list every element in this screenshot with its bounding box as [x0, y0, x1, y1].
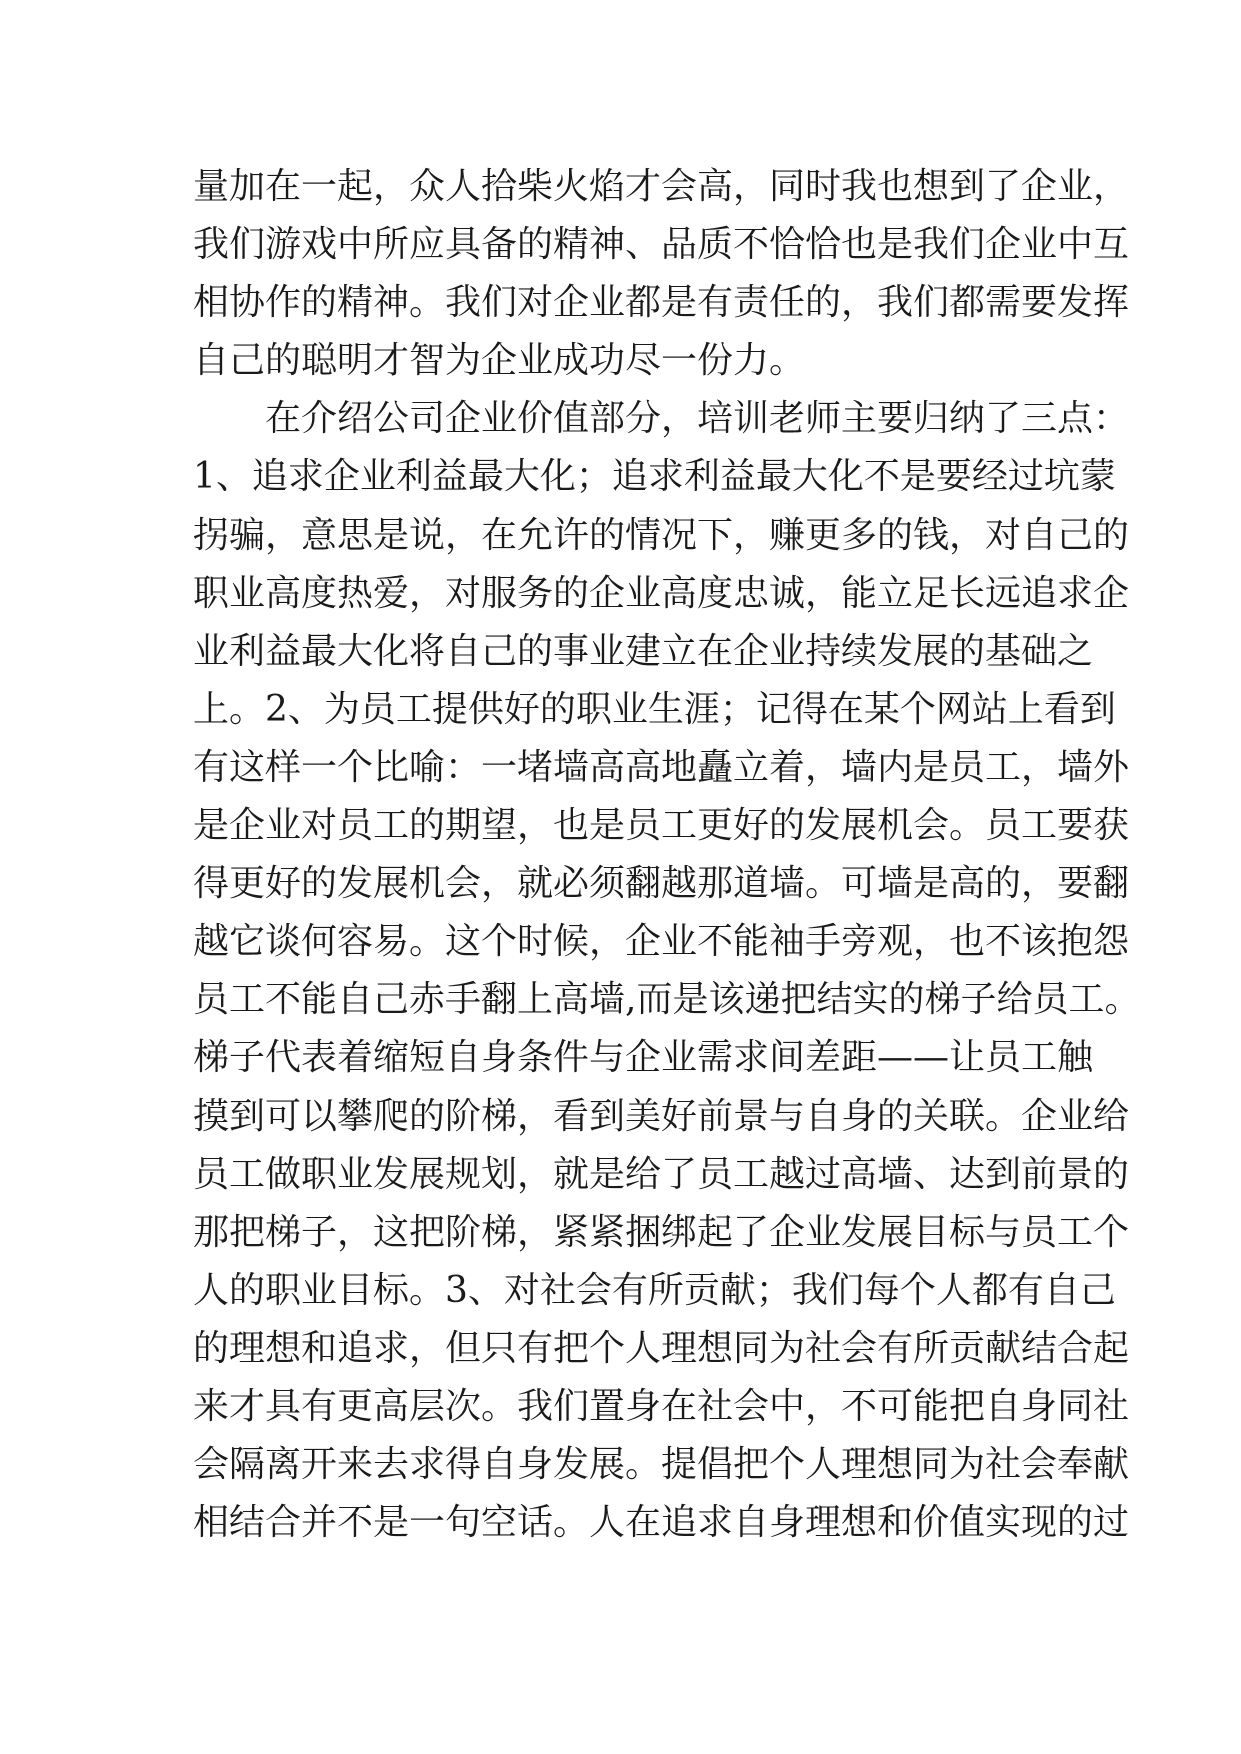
- text-line: 我们游戏中所应具备的精神、品质不恰恰也是我们企业中互: [193, 224, 1130, 266]
- text-line: 在介绍公司企业价值部分，培训老师主要归纳了三点：: [265, 398, 1130, 440]
- text-line: 职业高度热爱，对服务的企业高度忠诚，能立足长远追求企: [193, 572, 1130, 614]
- text-line: 来才具有更高层次。我们置身在社会中，不可能把自身同社: [193, 1385, 1130, 1427]
- text-line: 员工做职业发展规划，就是给了员工越过高墙、达到前景的: [193, 1153, 1130, 1195]
- text-line: 梯子代表着缩短自身条件与企业需求间差距——让员工触: [193, 1037, 1094, 1079]
- text-line: 业利益最大化将自己的事业建立在企业持续发展的基础之: [193, 630, 1094, 672]
- text-line: 会隔离开来去求得自身发展。提倡把个人理想同为社会奉献: [193, 1444, 1130, 1486]
- text-line: 越它谈何容易。这个时候，企业不能袖手旁观，也不该抱怨: [193, 921, 1130, 963]
- text-line: 上。2、为员工提供好的职业生涯；记得在某个网站上看到: [193, 688, 1116, 730]
- text-line: 相协作的精神。我们对企业都是有责任的，我们都需要发挥: [193, 282, 1130, 324]
- body-text: [193, 158, 1141, 1552]
- text-line: 1、追求企业利益最大化；追求利益最大化不是要经过坑蒙: [193, 456, 1116, 498]
- text-line: 人的职业目标。3、对社会有所贡献；我们每个人都有自己: [193, 1269, 1116, 1311]
- text-line: 那把梯子，这把阶梯，紧紧捆绑起了企业发展目标与员工个: [193, 1211, 1130, 1253]
- text-line: 拐骗，意思是说，在允许的情况下，赚更多的钱，对自己的: [193, 514, 1130, 556]
- text-line: 量加在一起，众人拾柴火焰才会高，同时我也想到了企业，: [193, 166, 1130, 207]
- text-line: 摸到可以攀爬的阶梯，看到美好前景与自身的关联。企业给: [193, 1095, 1130, 1137]
- text-line: 员工不能自己赤手翻上高墙,而是该递把结实的梯子给员工。: [193, 979, 1141, 1021]
- text-line: 相结合并不是一句空话。人在追求自身理想和价值实现的过: [193, 1502, 1130, 1544]
- text-line: 得更好的发展机会，就必须翻越那道墙。可墙是高的，要翻: [193, 863, 1130, 905]
- text-line: 有这样一个比喻：一堵墙高高地矗立着，墙内是员工，墙外: [193, 746, 1130, 788]
- text-line: 的理想和追求，但只有把个人理想同为社会有所贡献结合起: [193, 1327, 1130, 1369]
- text-line: 自己的聪明才智为企业成功尽一份力。: [193, 340, 806, 382]
- text-line: 是企业对员工的期望，也是员工更好的发展机会。员工要获: [193, 805, 1130, 847]
